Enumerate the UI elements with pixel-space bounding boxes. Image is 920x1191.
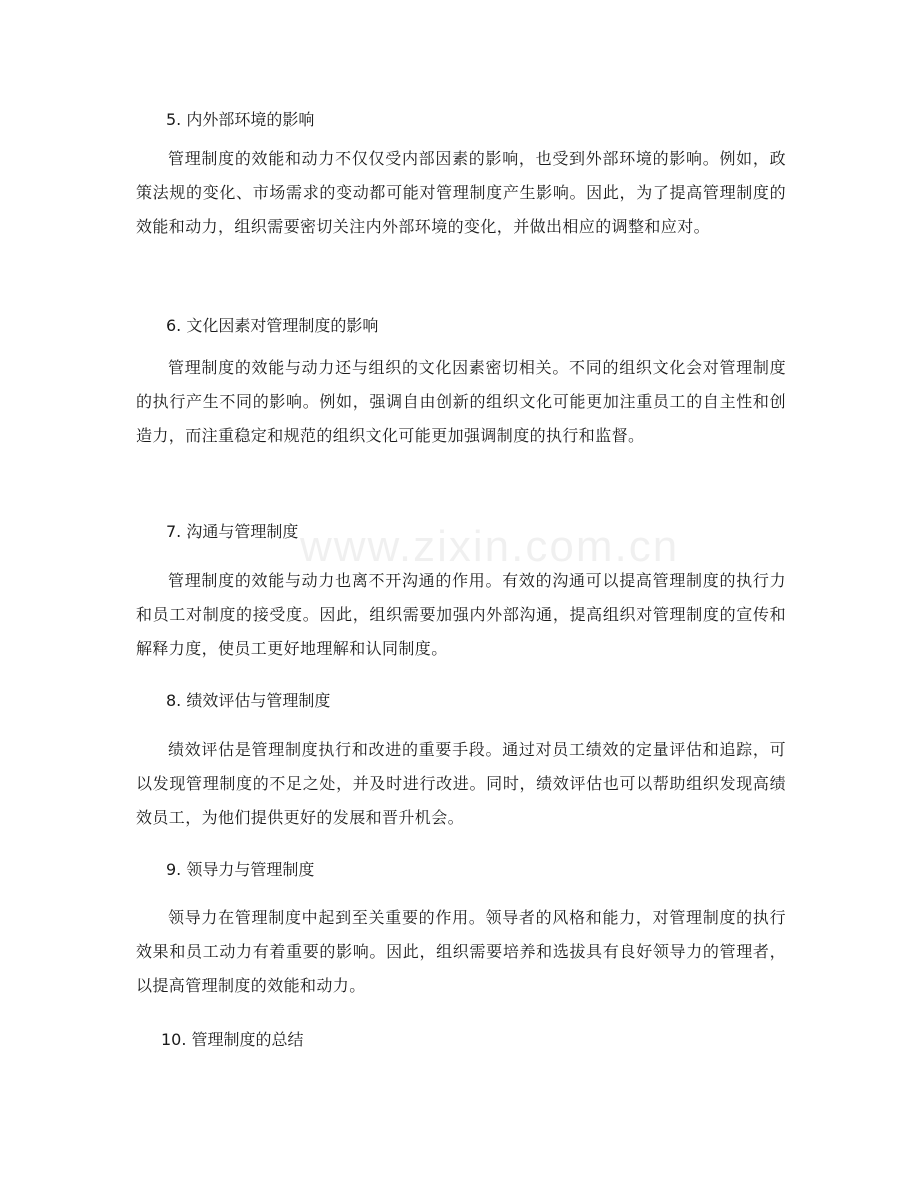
watermark: www.zixin.com.cn bbox=[300, 522, 680, 571]
section-heading-8: 8. 绩效评估与管理制度 bbox=[166, 691, 331, 710]
section-heading-7: 7. 沟通与管理制度 bbox=[166, 522, 299, 541]
section-heading-6: 6. 文化因素对管理制度的影响 bbox=[166, 316, 379, 335]
section-heading-9: 9. 领导力与管理制度 bbox=[166, 860, 315, 879]
section-heading-10: 10. 管理制度的总结 bbox=[161, 1030, 304, 1049]
section-body-7: 管理制度的效能与动力也离不开沟通的作用。有效的沟通可以提高管理制度的执行力和员工对制度的接受度。因此，组织需要加强内外部沟通，提高组织对管理制度的宣传和解释力度，使员工更好地理解和认同制度。 bbox=[136, 571, 786, 658]
section-body-8: 绩效评估是管理制度执行和改进的重要手段。通过对员工绩效的定量评估和追踪，可以发现管理制度的不足之处，并及时进行改进。同时，绩效评估也可以帮助组织发现高绩效员工，为他们提供更好的发展和晋升机会。 bbox=[136, 740, 786, 827]
section-body-6: 管理制度的效能与动力还与组织的文化因素密切相关。不同的组织文化会对管理制度的执行产生不同的影响。例如，强调自由创新的组织文化可能更加注重员工的自主性和创造力，而注重稳定和规范的组织文化可能更加强调制度的执行和监督。 bbox=[136, 358, 786, 445]
section-heading-5: 5. 内外部环境的影响 bbox=[166, 110, 315, 129]
section-body-9: 领导力在管理制度中起到至关重要的作用。领导者的风格和能力，对管理制度的执行效果和员工动力有着重要的影响。因此，组织需要培养和选拔具有良好领导力的管理者，以提高管理制度的效能和动力。 bbox=[136, 908, 786, 995]
section-body-5: 管理制度的效能和动力不仅仅受内部因素的影响，也受到外部环境的影响。例如，政策法规的变化、市场需求的变动都可能对管理制度产生影响。因此，为了提高管理制度的效能和动力，组织需要密切关注内外部环境的变化，并做出相应的调整和应对。 bbox=[136, 149, 786, 236]
